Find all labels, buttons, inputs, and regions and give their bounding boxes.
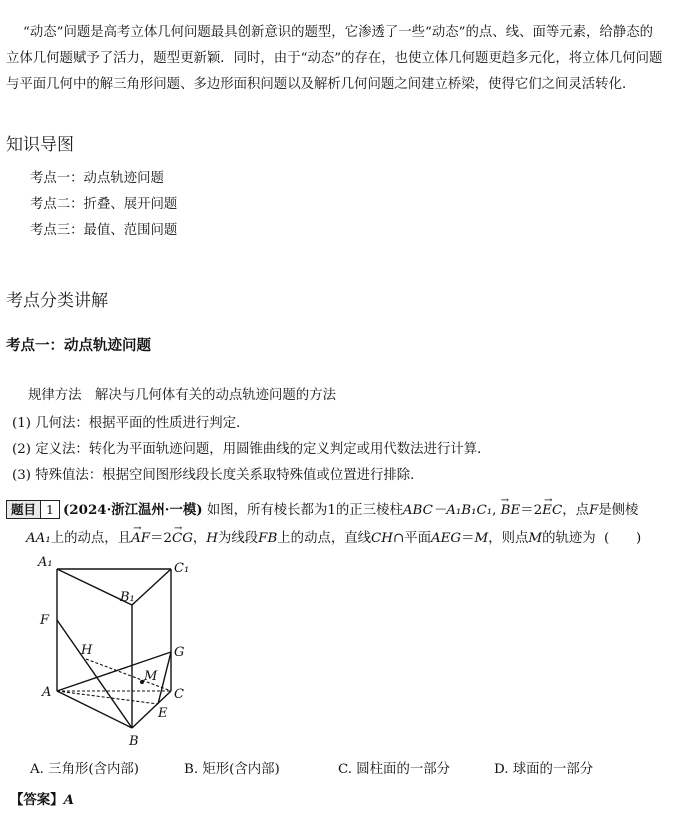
- toc-item-1: 考点一：动点轨迹问题: [30, 171, 164, 186]
- method-item-3: (3) 特殊值法：根据空间图形线段长度关系取特殊值或位置进行排除．: [12, 468, 424, 483]
- label-G: G: [174, 645, 185, 660]
- problem-source: (2024·浙江温州·一模): [62, 502, 203, 518]
- edge-A-B: [57, 691, 132, 728]
- segment-F-B: [57, 620, 132, 728]
- choice-a: A. 三角形(含内部): [30, 762, 139, 777]
- intro-line-1: “动态”问题是高考立体几何问题最具创新意识的题型，它渗透了一些“动态”的点、线、面等元素，给静态的: [6, 25, 653, 40]
- section-heading: 考点分类讲解: [6, 291, 108, 311]
- segment-G-E: [158, 652, 171, 704]
- intro-line-3: 与平面几何中的解三角形问题、多边形面积问题以及解析几何问题之间建立桥梁，使得它们之间灵活转化．: [6, 77, 636, 92]
- problem-tag: 题目: [6, 500, 41, 519]
- dashed-H-C: [86, 659, 171, 691]
- method-item-2: (2) 定义法：转化为平面轨迹问题，用圆锥曲线的定义判定或用代数法进行计算．: [12, 442, 491, 457]
- label-E: E: [158, 706, 168, 721]
- label-C: C: [174, 687, 184, 702]
- label-B1: B₁: [120, 590, 135, 605]
- section-subheading: 考点一：动点轨迹问题: [6, 338, 151, 354]
- method-item-1: (1) 几何法：根据平面的性质进行判定．: [12, 416, 250, 431]
- answer-line: [10, 789, 74, 808]
- intro-line-2: 立体几何题赋予了活力，题型更新颖．同时，由于“动态”的存在，也使立体几何题更趋多元化，将立体几何问题: [6, 51, 663, 66]
- edge-B1-C1: [132, 569, 171, 605]
- label-C1: C₁: [174, 561, 190, 576]
- problem-line-1: 题目 1 (2024·浙江温州·一模) 如图，所有棱长都为1的正三棱柱ABC－A₁B₁C₁, → BE＝2 → EC，点F是侧棱: [6, 499, 676, 519]
- label-M: M: [144, 669, 158, 684]
- label-F: F: [40, 613, 50, 628]
- problem-line-2: AA₁上的动点，且 → AF＝2 → CG，H为线段FB上的动点，直线CH∩平面AEG＝M，则点M的轨迹为 ( ): [26, 523, 642, 546]
- method-title: 规律方法 解决与几何体有关的动点轨迹问题的方法: [28, 388, 336, 403]
- answer-value: A: [63, 792, 74, 808]
- choice-c: C. 圆柱面的一部分: [338, 762, 451, 777]
- toc-item-2: 考点二：折叠、展开问题: [30, 197, 178, 212]
- label-B: B: [129, 734, 139, 749]
- answer-label: 【答案】: [10, 792, 64, 808]
- intro-paragraph: [6, 20, 674, 98]
- knowledge-map-heading: 知识导图: [6, 135, 74, 155]
- choice-b: B. 矩形(含内部): [184, 762, 280, 777]
- toc-item-3: 考点三：最值、范围问题: [30, 223, 178, 238]
- label-H: H: [81, 643, 93, 658]
- problem-number: 1: [41, 500, 60, 519]
- choice-d: D. 球面的一部分: [494, 762, 594, 777]
- label-A1: A₁: [38, 555, 53, 570]
- label-A: A: [42, 685, 52, 700]
- answer-blank: ( ): [603, 531, 642, 546]
- prism-figure: [30, 552, 210, 752]
